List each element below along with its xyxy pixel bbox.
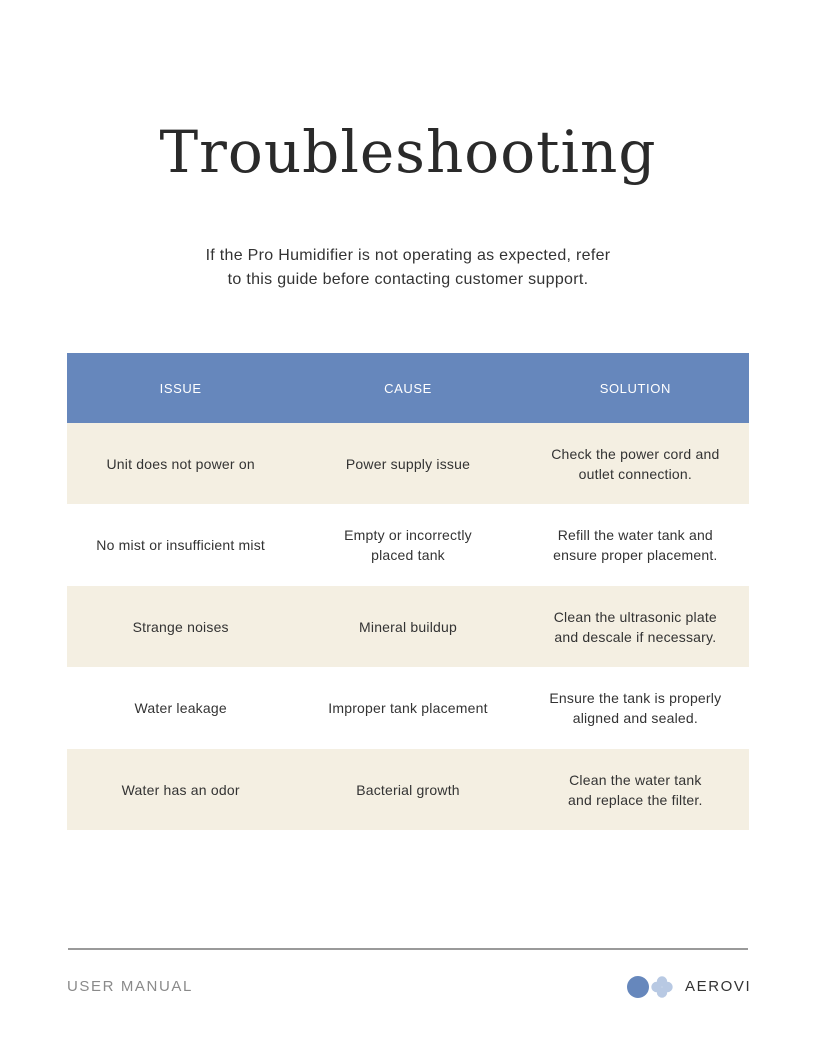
cell-line: Bacterial growth bbox=[356, 781, 460, 798]
header-issue: ISSUE bbox=[67, 353, 294, 423]
cause-cell bbox=[294, 667, 521, 749]
page-title: Troubleshooting bbox=[159, 118, 657, 186]
solution-cell bbox=[522, 749, 749, 830]
cell-line: Empty or incorrectly bbox=[344, 527, 472, 543]
brand-name: AEROVI bbox=[685, 978, 752, 995]
cause-cell bbox=[294, 504, 521, 586]
intro-line: to this guide before contacting customer support. bbox=[227, 271, 589, 288]
issue-cell bbox=[67, 586, 294, 667]
cell-line: Mineral buildup bbox=[359, 618, 457, 635]
cell-line: placed tank bbox=[371, 547, 445, 563]
table-header-row bbox=[67, 353, 749, 423]
cell-line: Water leakage bbox=[134, 700, 227, 716]
troubleshooting-table bbox=[67, 353, 749, 830]
overlapping-circles-logo-icon bbox=[626, 975, 674, 999]
cell-line: and descale if necessary. bbox=[554, 628, 717, 645]
intro-text bbox=[160, 244, 656, 292]
cell-line: outlet connection. bbox=[578, 465, 692, 482]
cell-line: and replace the filter. bbox=[568, 791, 703, 808]
cause-cell bbox=[294, 749, 521, 830]
cell-line: Improper tank placement bbox=[328, 700, 488, 716]
issue-cell bbox=[67, 423, 294, 504]
cell-line: Strange noises bbox=[132, 618, 229, 635]
cell-line: Check the power cord and bbox=[551, 445, 720, 462]
cell-line: Power supply issue bbox=[345, 455, 471, 472]
header-solution: SOLUTION bbox=[522, 353, 749, 423]
cell-line: Ensure the tank is properly bbox=[549, 690, 722, 706]
table-row bbox=[67, 504, 749, 586]
footer-divider bbox=[68, 948, 748, 950]
cell-line: No mist or insufficient mist bbox=[96, 537, 266, 553]
cause-cell bbox=[294, 423, 521, 504]
header-cause: CAUSE bbox=[294, 353, 521, 423]
intro-line: If the Pro Humidifier is not operating as expected, refer bbox=[205, 247, 611, 264]
cause-cell bbox=[294, 586, 521, 667]
table-row bbox=[67, 667, 749, 749]
footer-user-manual: USER MANUAL bbox=[67, 978, 193, 995]
table-row bbox=[67, 423, 749, 504]
cell-line: Clean the ultrasonic plate bbox=[553, 608, 717, 625]
solution-cell bbox=[522, 667, 749, 749]
solution-cell bbox=[522, 504, 749, 586]
issue-cell bbox=[67, 749, 294, 830]
cell-line: Unit does not power on bbox=[106, 455, 255, 472]
issue-cell bbox=[67, 667, 294, 749]
cell-line: Clean the water tank bbox=[569, 771, 702, 788]
table-row bbox=[67, 586, 749, 667]
cell-line: aligned and sealed. bbox=[572, 710, 698, 726]
solution-cell bbox=[522, 423, 749, 504]
solution-cell bbox=[522, 586, 749, 667]
cell-line: Refill the water tank and bbox=[557, 527, 713, 543]
cell-line: Water has an odor bbox=[121, 781, 240, 798]
cell-line: ensure proper placement. bbox=[553, 547, 718, 563]
issue-cell bbox=[67, 504, 294, 586]
table-row bbox=[67, 749, 749, 830]
